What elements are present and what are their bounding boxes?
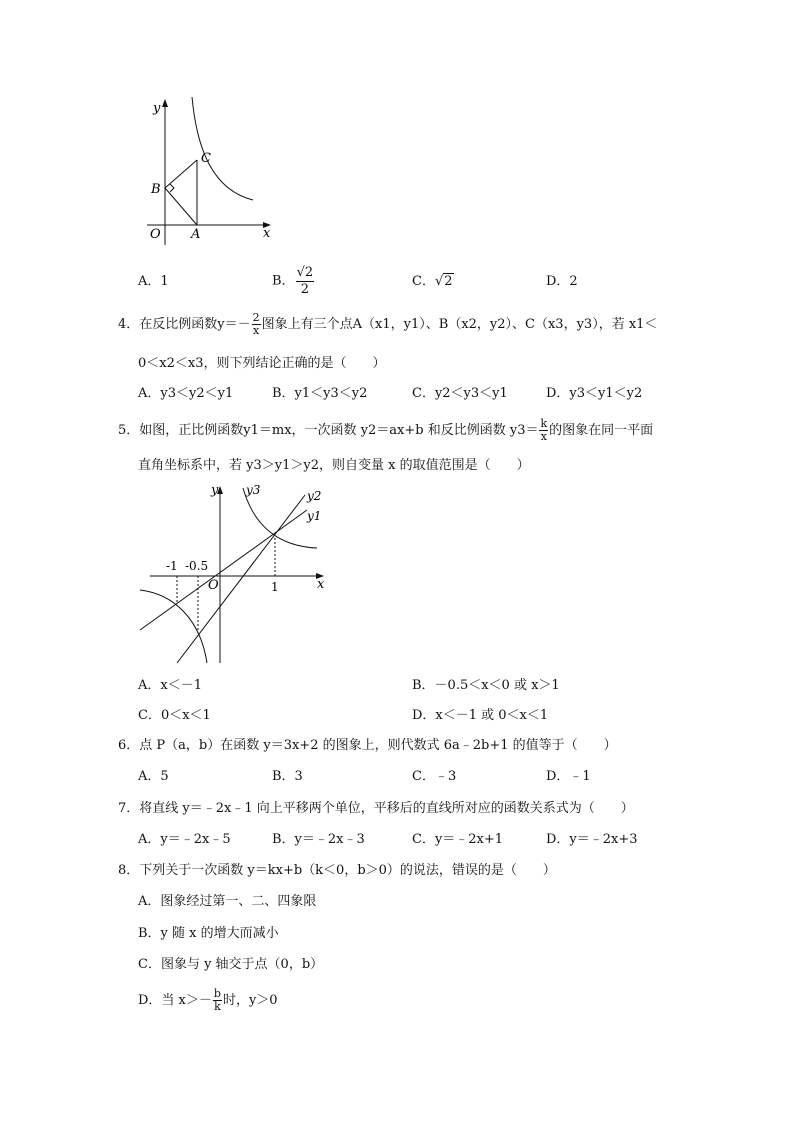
tick-1: 1 [271, 580, 279, 594]
q6-option-b: B．3 [272, 769, 303, 784]
q5-den: x [540, 430, 547, 443]
q3-option-a: A．1 [138, 274, 169, 289]
label-y: y [153, 101, 161, 116]
q5-fraction [539, 418, 548, 443]
q3-option-c-sqrt: √2 [434, 274, 453, 289]
q4-fraction [252, 312, 261, 337]
q4-stem-line1 [118, 312, 657, 337]
q3-option-d: D．2 [546, 274, 578, 289]
q6-option-c: C．﹣3 [412, 769, 457, 784]
q6-option-d: D．﹣1 [546, 769, 591, 784]
q4-points: A（x1，y1）、B（x2，y2）、C（x3，y3），若 x1＜ [352, 317, 658, 332]
label-y3: y3 [246, 483, 261, 497]
label-C: C [201, 151, 211, 166]
q8-option-d-den: k [214, 1000, 221, 1013]
q8-stem: 8．下列关于一次函数 y＝kx+b（k＜0，b＞0）的说法，错误的是（ ） [118, 863, 556, 878]
q5-mid: y1＝mx，一次函数 y2＝ax+b 和反比例函数 y3＝ [243, 423, 539, 438]
hyperbola-branch-left [140, 590, 207, 663]
q8-option-d-post: 时，y＞0 [222, 993, 278, 1008]
q8-option-d-pre: D．当 x＞－ [138, 993, 212, 1008]
figure-1 [135, 95, 285, 250]
label-A: A [191, 227, 201, 242]
label-x: x [263, 226, 271, 241]
q6-option-a: A．5 [138, 769, 169, 784]
q5-option-c: C．0＜x＜1 [138, 708, 211, 723]
y-axis-arrow [162, 99, 168, 107]
q6-stem: 6．点 P（a，b）在函数 y＝3x+2 的图象上，则代数式 6a﹣2b+1 的值等于（ ） [118, 738, 617, 753]
q3-option-b-prefix: B． [272, 273, 295, 289]
q4-post: 图象上有三个点 [261, 317, 353, 332]
q8-option-a: A．图象经过第一、二、四象限 [138, 894, 317, 909]
q3-option-c-rad: 2 [444, 274, 453, 289]
q4-option-a: A．y3＜y2＜y1 [138, 386, 234, 401]
q3-option-b-num: √2 [296, 265, 314, 280]
q5-stem-line2: 直角坐标系中，若 y3＞y1＞y2，则自变量 x 的取值范围是（ ） [138, 458, 530, 473]
q5-option-a: A．x＜－1 [138, 678, 202, 693]
q3-option-b-fraction [296, 265, 315, 298]
q3-option-c-prefix: C． [412, 274, 435, 289]
label-O: O [208, 578, 219, 593]
segment-BC [165, 160, 197, 188]
q5-option-b: B．－0.5＜x＜0 或 x＞1 [412, 678, 560, 693]
tick-minus-0.5: -0.5 [185, 559, 209, 573]
q4-pre: 4．在反比例函数 [118, 317, 218, 332]
q8-option-d-num: b [213, 987, 221, 1000]
q5-post: 的图象在同一平面 [549, 423, 654, 438]
right-angle-mark [170, 184, 174, 192]
label-O: O [150, 227, 161, 242]
hyperbola-branch-right [243, 488, 317, 548]
q4-option-c: C．y2＜y3＜y1 [412, 386, 508, 401]
figure-2 [135, 478, 335, 668]
q7-option-c: C．y＝﹣2x+1 [412, 832, 504, 847]
q4-den: x [253, 324, 260, 337]
label-B: B [151, 182, 161, 197]
label-x: x [317, 577, 325, 592]
q7-option-a: A．y＝﹣2x﹣5 [138, 832, 231, 847]
hyperbola-curve [192, 97, 253, 200]
label-y2: y2 [307, 489, 322, 503]
q4-num: 2 [252, 311, 260, 324]
q5-option-d: D．x＜－1 或 0＜x＜1 [412, 708, 549, 723]
q8-option-b: B．y 随 x 的增大而减小 [138, 926, 279, 941]
q5-stem-line1 [118, 418, 653, 443]
segment-AB [165, 188, 197, 225]
q3-option-b-den: 2 [300, 282, 309, 297]
line-y2 [177, 495, 305, 663]
label-y: y [211, 483, 219, 498]
q3-option-b [272, 265, 315, 298]
q5-pre: 5．如图，正比例函数 [118, 423, 244, 438]
q7-stem: 7．将直线 y＝﹣2x﹣1 向上平移两个单位，平移后的直线所对应的函数关系式为（ ） [118, 801, 634, 816]
q8-option-d-fraction [213, 988, 222, 1013]
q4-eq: y＝－ [217, 317, 251, 332]
q8-option-d [138, 988, 278, 1013]
q5-num: k [540, 417, 548, 430]
tick-minus-1: -1 [166, 559, 178, 573]
label-y1: y1 [307, 509, 322, 523]
q3-option-c [412, 272, 454, 292]
q7-option-b: B．y＝﹣2x﹣3 [272, 832, 365, 847]
q4-stem-line2: 0＜x2＜x3，则下列结论正确的是（ ） [138, 356, 386, 371]
q8-option-c: C．图象与 y 轴交于点（0，b） [138, 957, 324, 972]
q7-option-d: D．y＝﹣2x+3 [546, 832, 638, 847]
q4-option-b: B．y1＜y3＜y2 [272, 386, 368, 401]
q4-option-d: D．y3＜y1＜y2 [546, 386, 643, 401]
